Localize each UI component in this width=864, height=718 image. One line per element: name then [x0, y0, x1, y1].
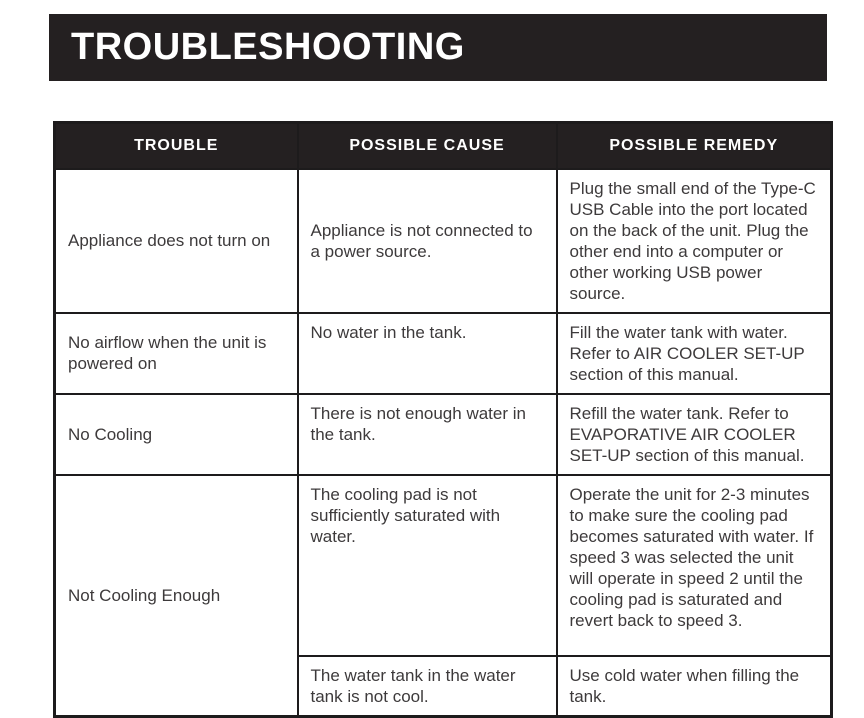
table-row-appliance-does-not-turn-on	[55, 169, 832, 313]
cause-cell: The cooling pad is not sufficiently saturated with water.	[298, 475, 557, 656]
column-header-possible-cause: POSSIBLE CAUSE	[298, 123, 557, 169]
section-title-bar	[49, 14, 827, 81]
remedy-cell: Use cold water when filling the tank.	[557, 656, 832, 717]
table-row-not-cooling-enough	[55, 475, 832, 656]
remedy-cell: Refill the water tank. Refer to EVAPORATIVE AIR COOLER SET-UP section of this manual.	[557, 394, 832, 475]
column-header-possible-remedy: POSSIBLE REMEDY	[557, 123, 832, 169]
cause-cell: The water tank in the water tank is not cool.	[298, 656, 557, 717]
trouble-cell: Appliance does not turn on	[55, 169, 298, 313]
column-header-trouble: TROUBLE	[55, 123, 298, 169]
table-row-no-airflow	[55, 313, 832, 394]
table-row-no-cooling	[55, 394, 832, 475]
trouble-cell: No Cooling	[55, 394, 298, 475]
cause-cell: No water in the tank.	[298, 313, 557, 394]
trouble-cell: No airflow when the unit is powered on	[55, 313, 298, 394]
trouble-cell: Not Cooling Enough	[55, 475, 298, 717]
remedy-cell: Fill the water tank with water. Refer to AIR COOLER SET-UP section of this manual.	[557, 313, 832, 394]
cause-cell: There is not enough water in the tank.	[298, 394, 557, 475]
cause-cell: Appliance is not connected to a power source.	[298, 169, 557, 313]
table-header-row	[55, 123, 832, 169]
remedy-cell: Operate the unit for 2-3 minutes to make sure the cooling pad becomes saturated with water. If speed 3 was selected the unit will operate in speed 2 until the cooling pad is saturated and revert back to speed 3.	[557, 475, 832, 656]
page-title: TROUBLESHOOTING	[71, 26, 465, 68]
troubleshooting-table	[53, 121, 833, 718]
remedy-cell: Plug the small end of the Type-C USB Cable into the port located on the back of the unit. Plug the other end into a computer or other working USB power source.	[557, 169, 832, 313]
